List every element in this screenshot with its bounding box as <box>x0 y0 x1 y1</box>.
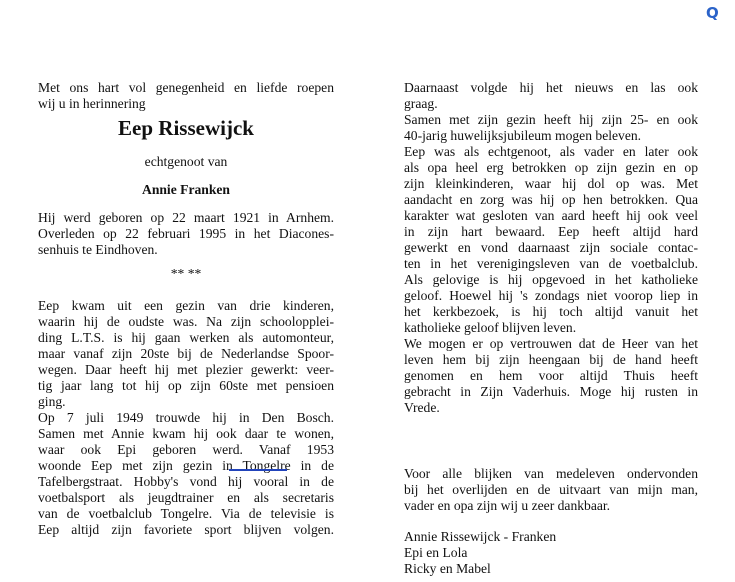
text-line: Samen met Annie kwam hij ook daar te wonen, <box>38 426 334 441</box>
paragraph-life <box>404 80 698 416</box>
corner-mark: Q <box>706 4 719 22</box>
text-line: zijn kleinkinderen, waar hij dol op was. Met <box>404 176 698 191</box>
relation-text: echtgenoot van <box>144 154 228 169</box>
text-line: Daarnaast volgde hij het nieuws en las ook <box>404 80 698 95</box>
text-line: waarin hij de oudste was. Na zijn schoolopplei- <box>38 314 334 329</box>
text-line: karakter wat gesloten van aard heeft hij ook veel <box>404 208 698 223</box>
text-line: genomen en hem voor altijd Thuis heeft <box>404 368 698 383</box>
text-line: We mogen er op vertrouwen dat de Heer van het <box>404 336 698 351</box>
text-line: Als gelovige is hij opgevoed in het katholieke <box>404 272 698 287</box>
text-line: gewerkt en vond daarnaast zijn sociale contac- <box>404 240 698 255</box>
text-line: ding L.T.S. is hij gaan werken als automonteur, <box>38 330 334 345</box>
text-line: graag. <box>404 96 438 111</box>
text-line: Hij werd geboren op 22 maart 1921 in Arnhem. <box>38 210 334 225</box>
text-line: 40-jarig huwelijksjubileum mogen beleven. <box>404 128 642 143</box>
text-line: Overleden op 22 februari 1995 in het Diacones- <box>38 226 334 241</box>
text-line: voetbalsport als jeugdtrainer en als secretaris <box>38 490 334 505</box>
text-line: Eep was als echtgenoot, als vader en later ook <box>404 144 698 159</box>
text-line: bij het overlijden en de uitvaart van mijn man, <box>404 482 698 497</box>
text-line: vader en opa zijn wij u zeer dankbaar. <box>404 498 611 513</box>
text-line: Eep kwam uit een gezin van drie kinderen, <box>38 298 334 313</box>
divider-stars: ** ** <box>170 266 202 281</box>
signatures <box>404 529 698 577</box>
text-line: senhuis te Eindhoven. <box>38 242 158 257</box>
text-line: woonde Eep met zijn gezin in Tongelre in de <box>38 458 334 473</box>
paragraph-family <box>38 298 334 538</box>
text-line: leven hem bij zijn heengaan bij de hand heeft <box>404 352 698 367</box>
spouse-name: Annie Franken <box>142 182 230 197</box>
text-line: Tafelbergstraat. Hobby's vond hij vooral in de <box>38 474 334 489</box>
signature-line: Ricky en Mabel <box>404 561 491 576</box>
text-line: van de voetbalclub Tongelre. Via de televisie is <box>38 506 334 521</box>
text-line: als opa heel erg betrokken op zijn gezin en op <box>404 160 698 175</box>
signature-line: Annie Rissewijck - Franken <box>404 529 557 544</box>
text-line: geloof. Hoewel hij 's zondags niet voorop liep in <box>404 288 698 303</box>
text-line: maar vanaf zijn 20ste bij de Nederlandse Spoor- <box>38 346 334 361</box>
text-line: Eep altijd zijn favoriete sport blijven volgen. <box>38 522 334 537</box>
deceased-name: Eep Rissewijck <box>118 116 254 140</box>
text-line: gebracht in Zijn Vaderhuis. Moge hij rusten in <box>404 384 698 399</box>
text-line: ten in het verenigingsleven van de voetbalclub. <box>404 256 698 271</box>
text-line: aandacht en zorg was hij op hen betrokken. Qua <box>404 192 698 207</box>
text-line: Op 7 juli 1949 trouwde hij in Den Bosch. <box>38 410 334 425</box>
text-line: wegen. Daar heeft hij met plezier gewerkt: veer- <box>38 362 334 377</box>
text-line: het kerkbezoek, is hij toch altijd vanuit het <box>404 304 698 319</box>
signature-line: Epi en Lola <box>404 545 468 560</box>
intro-text <box>38 80 334 112</box>
birth-death-text <box>38 210 334 258</box>
text-line: Voor alle blijken van medeleven ondervonden <box>404 466 698 481</box>
text-line: Vrede. <box>404 400 440 415</box>
text-line: Samen met zijn gezin heeft hij zijn 25- en ook <box>404 112 698 127</box>
text-line: Met ons hart vol genegenheid en liefde roepen <box>38 80 334 95</box>
thanks-text <box>404 466 698 514</box>
handwritten-underline <box>229 469 287 471</box>
text-line: waar ook Epi geboren werd. Vanaf 1953 <box>38 442 334 457</box>
text-line: katholieke geloof blijven leven. <box>404 320 577 335</box>
text-line: wij u in herinnering <box>38 96 146 111</box>
text-line: in zijn hart bewaard. Eep heeft altijd hard <box>404 224 698 239</box>
text-line: tig jaar lang tot hij op zijn 60ste met pensioen <box>38 378 334 393</box>
text-line: ging. <box>38 394 66 409</box>
